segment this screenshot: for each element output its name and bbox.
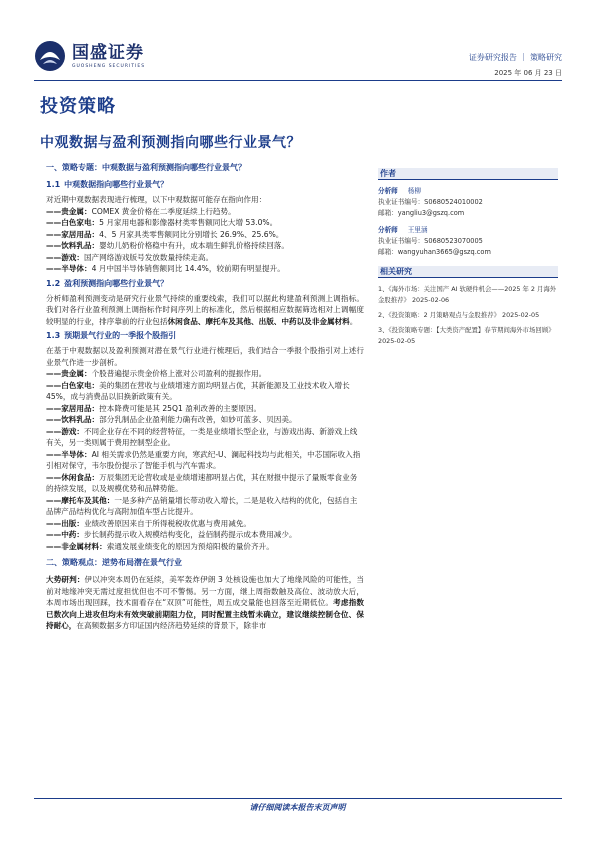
- logo-icon: [34, 40, 66, 72]
- list-item: ——出版：业绩改善原因来自于所得税税收优惠与费用减免。: [46, 518, 252, 528]
- analyst-card: 分析师 王里涵 执业证书编号：S0680523070005 邮箱：wangyuhan3665@gszq.com: [378, 226, 491, 256]
- footer-divider: [34, 798, 562, 799]
- list-item: ——游戏：国产网络游戏版号发放数量持续走高。: [46, 252, 214, 262]
- list-item: ——半导体：4 月中国半导体销售额同比 14.4%，较前期有明显提升。: [46, 264, 285, 273]
- sub3-list: [46, 368, 364, 552]
- header-divider: [34, 80, 562, 81]
- sub2-heading: [46, 278, 364, 289]
- sub2-num: 1.2: [46, 278, 61, 288]
- company-logo: [34, 40, 145, 72]
- list-item: ——白色家电：5 月家用电器和影像器材类零售额同比大增 53.0%。: [46, 218, 278, 227]
- list-item: ——饮料乳品：部分乳制品企业盈利能力确有改善，如妙可蓝多、贝因美。: [46, 415, 297, 424]
- analyst-email: yangliu3@gszq.com: [397, 209, 465, 217]
- list-item: ——饮料乳品：婴幼儿奶粉价格稳中有升，成本端生鲜乳价格持续回落。: [46, 241, 289, 250]
- report-category: 证券研究报告 ｜ 策略研究: [468, 53, 562, 62]
- sub3-title: 预期景气行业的一季报个股指引: [64, 331, 177, 340]
- sub1-intro: 对近期中观数据表现进行梳理，以下中观数据可能存在指向作用：: [46, 195, 267, 204]
- list-item: ——非金属材料：索通发展业绩变化的原因为预焙阳极的量价齐升。: [46, 541, 274, 551]
- sub1-list: [46, 206, 364, 275]
- analyst-email: wangyuhan3665@gszq.com: [397, 248, 491, 256]
- list-item: ——休闲食品：万辰集团无论营收或是业绩增速都明显占优，其在财报中提示了量贩零食业务的持续发展，以及规模优势和品牌势能。: [46, 472, 358, 493]
- report-date: 2025 年 06 月 23 日: [494, 69, 562, 77]
- logo-cn-text: 国盛证券: [72, 42, 144, 63]
- related-item[interactable]: 3、《投资策略专题：【大类资产配置】春节期间海外市场回顾》 2025-02-05: [378, 326, 555, 345]
- analyst-name: 王里涵: [407, 226, 428, 234]
- related-heading: 相关研究: [378, 266, 558, 278]
- list-item: ——半导体：AI 相关需求仍然是重要方向，寒武纪-U、澜起科技均与此相关，中芯国际收入指引相对保守，韦尔股份提示了智能手机与汽车需求。: [46, 449, 361, 470]
- sub2-paragraph: 分析师盈利预测变动是研究行业景气持续的重要线索，我们可以据此构建盈利预测上调指标。我们对各行业盈利预测上调指标作时间序列上的标准化，然后根据相应数据筛选相对上调幅度较明显的行业，排序靠前的行业包括休闲食品、摩托车及其他、出版、中药以及非金属材料。: [46, 293, 364, 326]
- related-item[interactable]: 2、《投资策略：2 月策略观点与金股推荐》 2025-02-05: [378, 311, 540, 319]
- footer-disclaimer: 请仔细阅读本报告末页声明: [249, 803, 346, 812]
- sub3-num: 1.3: [46, 331, 61, 340]
- analyst-card: 分析师 杨柳 执业证书编号：S0680524010002 邮箱：yangliu3@gszq.com: [378, 187, 483, 217]
- list-item: ——家居用品：控本降费可能是其 25Q1 盈利改善的主要原因。: [46, 403, 262, 413]
- section2-heading: 二、策略观点：逆势布局潜在景气行业: [46, 558, 182, 567]
- main-content: [46, 162, 364, 632]
- sub1-num: 1.1: [46, 180, 61, 189]
- section2-paragraph: 大势研判：伊以冲突本周仍在延续，美军轰炸伊朗 3 处核设施也加大了地缘风险的可能性，当前对地缘冲突无需过度担忧但也不可不警惕。另一方面，继上周指数触及高位、波动放大后，本周市场出现回踩，技术面看存在“双顶”可能性，周五成交量能也回落至近期低位。考虑指数已数次向上进攻但均未有效突破前期阻力位，同时配置主线暂未确立，建议继续控制仓位、保持耐心，在高频数据多方印证国内经济趋势延续的背景下，除非市: [46, 575, 365, 630]
- list-item: ——游戏：不同企业存在不同的经营特征，一类是业绩增长型企业，与游戏出海、新游戏上线有关，另一类则属于费用控制型企业。: [46, 426, 358, 447]
- sub3-heading: [46, 330, 364, 341]
- authors-heading: 作者: [378, 168, 558, 180]
- sub2-title: 盈利预测指向哪些行业景气？: [64, 278, 169, 288]
- list-item: ——贵金属：COMEX 黄金价格在二季度延续上行趋势。: [46, 206, 236, 216]
- sub1-title: 中观数据指向哪些行业景气？: [64, 180, 169, 189]
- section1-heading: 一、策略专题：中观数据与盈利预测指向哪些行业景气？: [46, 163, 246, 172]
- related-list: [378, 284, 558, 347]
- sub3-intro: 在基于中观数据以及盈利预测对潜在景气行业进行梳理后，我们结合一季报个股指引对上述行业景气作进一步剖析。: [46, 346, 364, 367]
- report-header: [34, 40, 562, 80]
- doc-type: 投资策略: [40, 96, 116, 117]
- list-item: ——中药：步长制药提示收入规模结构变化，益佰制药提示成本费用减少。: [46, 530, 297, 539]
- related-item[interactable]: 1、《海外市场：关注国产 AI 软硬件机会——2025 年 2 月海外金股推荐》 2025-02-06: [378, 285, 557, 304]
- sub1-heading: [46, 179, 364, 190]
- sub2-bold-industries: 休闲食品、摩托车及其他、出版、中药以及非金属材料: [167, 316, 350, 326]
- list-item: ——家居用品：4、5 月家具类零售额同比分别增长 26.9%、25.6%。: [46, 229, 284, 239]
- list-item: ——贵金属：个股普遍提示贵金价格上涨对公司盈利的提振作用。: [46, 369, 267, 378]
- list-item: ——白色家电：美的集团在营收与业绩增速方面均明显占优，其新能源及工业技术收入增长 45%，成与消费品以旧换新政策有关。: [46, 380, 350, 401]
- logo-en-text: GUOSHENG SECURITIES: [72, 63, 146, 69]
- list-item: ——摩托车及其他：一是多种产品销量增长带动收入增长，二是是收入结构的优化，包括自主品牌产品结构优化与高附加值车型占比提升。: [46, 495, 358, 516]
- sidebar: [378, 168, 558, 351]
- page-title: 中观数据与盈利预测指向哪些行业景气？: [40, 135, 301, 151]
- analyst-name: 杨柳: [407, 187, 421, 195]
